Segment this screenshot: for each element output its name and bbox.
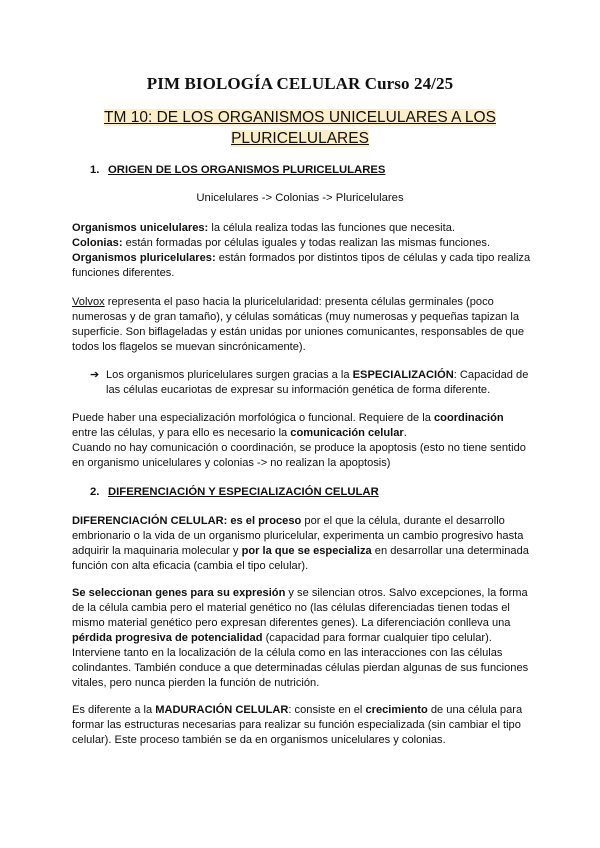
topic-title-line1: TM 10: DE LOS ORGANISMOS UNICELULARES A LOS xyxy=(104,109,496,126)
section1-heading xyxy=(90,164,385,176)
section2-number: 2. xyxy=(90,486,100,498)
section2-heading xyxy=(90,486,379,498)
def-colonias: Colonias: están formadas por células iguales y todas realizan las mismas funciones. xyxy=(72,237,491,249)
specialization-paragraph xyxy=(72,411,532,471)
gene-selection-paragraph: Se seleccionan genes para su expresión y se silencian otros. Salvo excepciones, la forma de la célula cambia pero el material genético no (las células diferenciadas tienen todas el mismo material genético pero expresan diferentes genes). La diferenciación conlleva una pérdida progresiva de potencialidad (capacidad para formar cualquier tipo celular). Interviene tanto en la localización de la célula como en las interacciones con las células colindantes. También conduce a que determinadas células pierdan algunas de sus funciones vitales, pero nunca pierden la función de nutrición. xyxy=(72,587,529,689)
section1-title: ORIGEN DE LOS ORGANISMOS PLURICELULARES xyxy=(108,164,386,176)
maturation-paragraph: Es diferente a la MADURACIÓN CELULAR: consiste en el crecimiento de una célula para formar las estructuras necesarias para realizar su función especializada (sin cambiar el tipo celular). Este proceso también se da en organismos unicelulares y colonias. xyxy=(72,704,523,746)
def-unicelulares: Organismos unicelulares: la célula realiza todas las funciones que necesita. xyxy=(72,222,455,234)
specialization-bullet xyxy=(90,368,530,398)
differentiation-paragraph: DIFERENCIACIÓN CELULAR: es el proceso por el que la célula, durante el desarrollo embrionario o la vida de un organismo pluricelular, experimenta un cambio progresivo hasta adquirir la maquinaria molecular y por la que se especializa en desarrollar una determinada función con alta eficacia (cambia el tipo celular). xyxy=(72,515,529,572)
section1-number: 1. xyxy=(90,164,100,176)
definitions-block xyxy=(72,221,532,281)
specialization-line: Puede haber una especialización morfológica o funcional. Requiere de la coordinación entre las células, y para ello es necesario la comunicación celular. xyxy=(72,412,504,439)
topic-title-line2: PLURICELULARES xyxy=(231,130,369,147)
bullet-text: Los organismos pluricelulares surgen gracias a la ESPECIALIZACIÓN: Capacidad de las células eucariotas de expresar su información genética de forma diferente. xyxy=(106,369,529,396)
def-pluricelulares: Organismos pluricelulares: están formados por distintos tipos de células y cada tipo realiza funciones diferentes. xyxy=(72,252,531,279)
arrow-bullet-icon: ➔ xyxy=(90,369,100,381)
volvox-term: Volvox xyxy=(72,296,105,308)
section2-title: DIFERENCIACIÓN Y ESPECIALIZACIÓN CELULAR xyxy=(108,486,379,498)
volvox-paragraph: Volvox representa el paso hacia la pluricelularidad: presenta células germinales (poco numerosas y de gran tamaño), y células somáticas (muy numerosas y pequeñas tapizan la superficie. Son biflageladas y están unidas por uniones comunicantes, responsables de que todos los flagelos se muevan sincrónicamente). xyxy=(72,296,525,353)
apoptosis-line: Cuando no hay comunicación o coordinación, se produce la apoptosis (esto no tiene sentido en organismo unicelulares y colonias -> no realizan la apoptosis) xyxy=(72,442,526,469)
document-title: PIM BIOLOGÍA CELULAR Curso 24/25 xyxy=(146,74,454,93)
topic-title xyxy=(100,107,500,149)
cell-sequence: Unicelulares -> Colonias -> Pluricelulares xyxy=(196,192,404,204)
